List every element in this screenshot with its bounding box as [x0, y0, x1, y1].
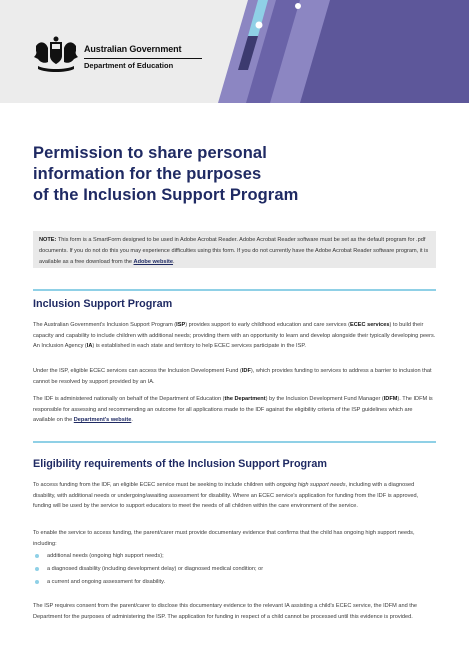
note-text: This form is a SmartForm designed to be used in Adobe Acrobat Reader. Adobe Acrobat Reader software must be set as the default program for .pdf documents. If you do not do this you may experience difficulties using this form. If you do not currently have the Adobe Acrobat Reader software program, it is available as a free download from the [39, 237, 429, 265]
paragraph-isp-intro: The Australian Government's Inclusion Support Program (ISP) provides support to early childhood education and care services (ECEC services) to build their capacity and capability to include children with additional needs; providing them with an opportunity to learn and develop alongside their typically developing peers. An Inclusion Agency (IA) is established in each state and territory to help ECEC services participate in the ISP. [33, 322, 436, 349]
paragraph-eligibility: To access funding from the IDF, an eligible ECEC service must be seeking to include children with ongoing high support needs, including with a diagnosed disability, with additional needs or undergoing/awaiting assessment for disability. Where an ECEC service's application for funding from the IDF is approved, funding will be used by the service to support educators to meet the needs of all children within the care environment of the service. [33, 482, 419, 509]
header-band [0, 0, 469, 103]
section-divider [33, 441, 436, 443]
list-item: a current and ongoing assessment for disability. [33, 576, 436, 589]
coat-of-arms-icon [32, 36, 80, 74]
list-item: additional needs (ongoing high support needs); [33, 550, 436, 563]
bullet-icon [35, 567, 39, 571]
list-item: a diagnosed disability (including development delay) or diagnosed medical condition; or [33, 563, 436, 576]
paragraph-idf: Under the ISP, eligible ECEC services can access the Inclusion Development Fund (IDF), which provides funding to services to address a barrier to inclusion that cannot be resolved by support provided by an IA. [33, 368, 432, 385]
title-line-3: of the Inclusion Support Program [33, 186, 299, 204]
paragraph-idfm: The IDF is administered nationally on behalf of the Department of Education (the Department) by the Inclusion Development Fund Manager (IDFM). The IDFM is responsible for assessing and recommending an outcome for all applications made to the IDF against the eligibility criteria of the ISP guidelines which are available on the Department's website. [33, 396, 433, 423]
department-name: Department of Education [84, 61, 174, 70]
section-heading-isp: Inclusion Support Program [33, 298, 173, 310]
department-website-link[interactable]: Department's website [73, 417, 132, 423]
bullet-icon [35, 580, 39, 584]
government-logo [32, 36, 182, 76]
logo-divider [84, 58, 202, 59]
paragraph-consent: The ISP requires consent from the parent/carer to disclose this documentary evidence to the relevant IA assisting a child's ECEC service, the IDFM and the Department for the purposes of administering the ISP. The application for funding in respect of a child cannot be processed until this evidence is provided. [33, 603, 418, 620]
note-label: NOTE: [39, 237, 57, 243]
page-title [33, 143, 373, 206]
government-name: Australian Government [84, 44, 182, 54]
evidence-list [33, 550, 436, 589]
bullet-icon [35, 554, 39, 558]
title-line-1: Permission to share personal [33, 144, 267, 162]
adobe-website-link[interactable]: Adobe website [133, 259, 174, 265]
note-box: NOTE: This form is a SmartForm designed to be used in Adobe Acrobat Reader. Adobe Acrobat Reader software must be set as the default program for .pdf documents. If you do not do this you may experience difficulties using this form. If you do not currently have the Adobe Acrobat Reader software program, it is available as a free download from the Adobe website. [33, 231, 436, 268]
section-heading-eligibility: Eligibility requirements of the Inclusion Support Program [33, 458, 327, 470]
paragraph-evidence: To enable the service to access funding, the parent/carer must provide documentary evidence that confirms that the child has ongoing high support needs, including: [33, 530, 415, 547]
title-line-2: information for the purposes [33, 165, 262, 183]
section-divider [33, 289, 436, 291]
